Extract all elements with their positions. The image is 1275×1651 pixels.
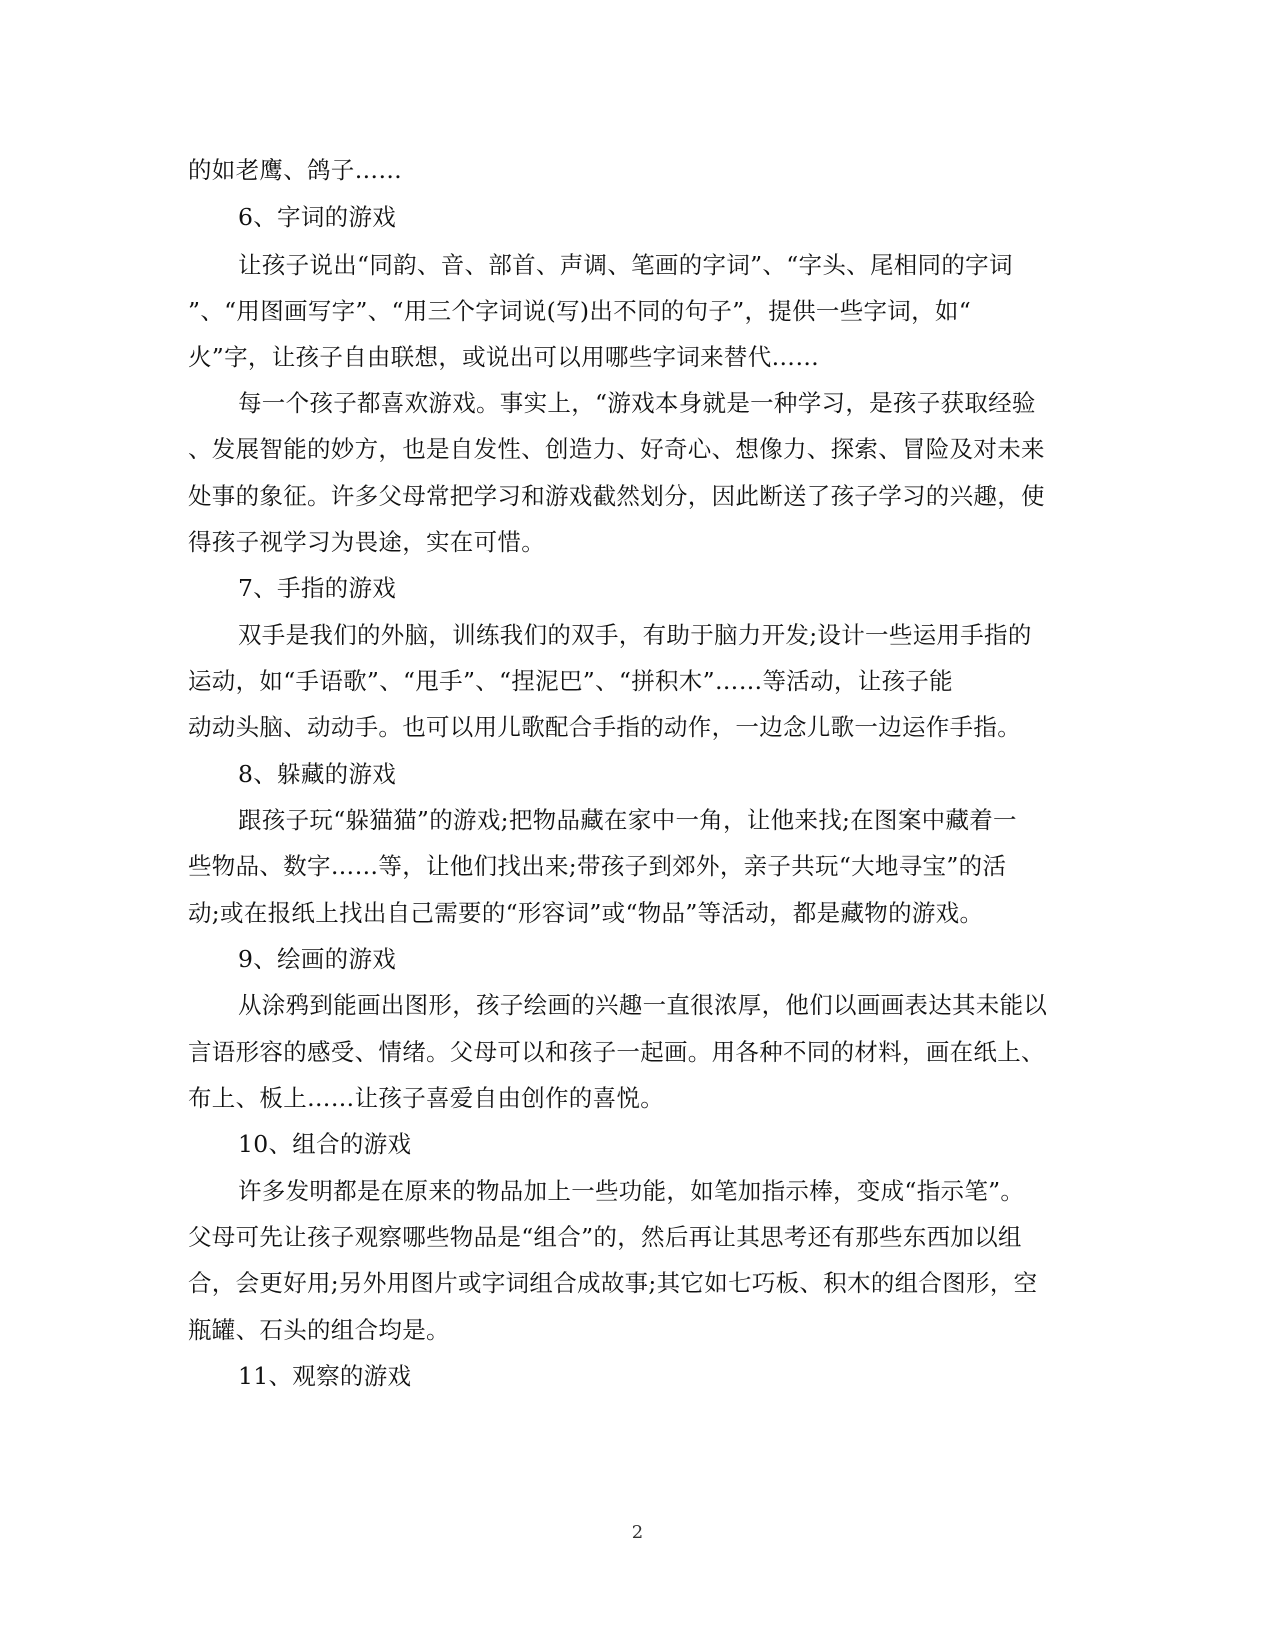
section-heading-observation-game: 11、观察的游戏	[238, 1362, 412, 1390]
paragraph-line: 的如老鹰、鸽子……	[188, 156, 403, 184]
paragraph-line: 动动头脑、动动手。也可以用儿歌配合手指的动作，一边念儿歌一边运作手指。	[188, 713, 1021, 741]
paragraph-line: 些物品、数字……等，让他们找出来;带孩子到郊外，亲子共玩“大地寻宝”的活	[188, 852, 1007, 880]
paragraph-line: 从涂鸦到能画出图形，孩子绘画的兴趣一直很浓厚，他们以画画表达其未能以	[238, 991, 1048, 1019]
paragraph-line: 每一个孩子都喜欢游戏。事实上，“游戏本身就是一种学习，是孩子获取经验	[238, 389, 1036, 417]
paragraph-line: 布上、板上……让孩子喜爱自由创作的喜悦。	[188, 1084, 664, 1112]
paragraph-line: 让孩子说出“同韵、音、部首、声调、笔画的字词”、“字头、尾相同的字词	[238, 251, 1013, 279]
paragraph-line: 跟孩子玩“躲猫猫”的游戏;把物品藏在家中一角，让他来找;在图案中藏着一	[238, 806, 1017, 834]
paragraph-line: 火”字，让孩子自由联想，或说出可以用哪些字词来替代……	[188, 343, 820, 371]
section-heading-finger-game: 7、手指的游戏	[238, 574, 397, 602]
section-heading-combination-game: 10、组合的游戏	[238, 1130, 412, 1158]
paragraph-line: 动;或在报纸上找出自己需要的“形容词”或“物品”等活动，都是藏物的游戏。	[188, 899, 984, 927]
paragraph-line: 言语形容的感受、情绪。父母可以和孩子一起画。用各种不同的材料，画在纸上、	[188, 1038, 1045, 1066]
section-heading-drawing-game: 9、绘画的游戏	[238, 945, 397, 973]
paragraph-line: 双手是我们的外脑，训练我们的双手，有助于脑力开发;设计一些运用手指的	[238, 621, 1032, 649]
paragraph-line: 运动，如“手语歌”、“甩手”、“捏泥巴”、“拼积木”……等活动，让孩子能	[188, 667, 953, 695]
paragraph-line: 、发展智能的妙方，也是自发性、创造力、好奇心、想像力、探索、冒险及对未来	[188, 435, 1045, 463]
section-heading-word-game: 6、字词的游戏	[238, 203, 397, 231]
paragraph-line: ”、“用图画写字”、“用三个字词说(写)出不同的句子”，提供一些字词，如“	[188, 297, 972, 325]
section-heading-hiding-game: 8、躲藏的游戏	[238, 760, 397, 788]
paragraph-line: 得孩子视学习为畏途，实在可惜。	[188, 528, 545, 556]
paragraph-line: 处事的象征。许多父母常把学习和游戏截然划分，因此断送了孩子学习的兴趣，使	[188, 482, 1045, 510]
page-number: 2	[631, 1522, 644, 1543]
paragraph-line: 许多发明都是在原来的物品加上一些功能，如笔加指示棒，变成“指示笔”。	[238, 1177, 1025, 1205]
paragraph-line: 瓶罐、石头的组合均是。	[188, 1316, 450, 1344]
paragraph-line: 父母可先让孩子观察哪些物品是“组合”的，然后再让其思考还有那些东西加以组	[188, 1223, 1022, 1251]
paragraph-line: 合，会更好用;另外用图片或字词组合成故事;其它如七巧板、积木的组合图形，空	[188, 1269, 1038, 1297]
